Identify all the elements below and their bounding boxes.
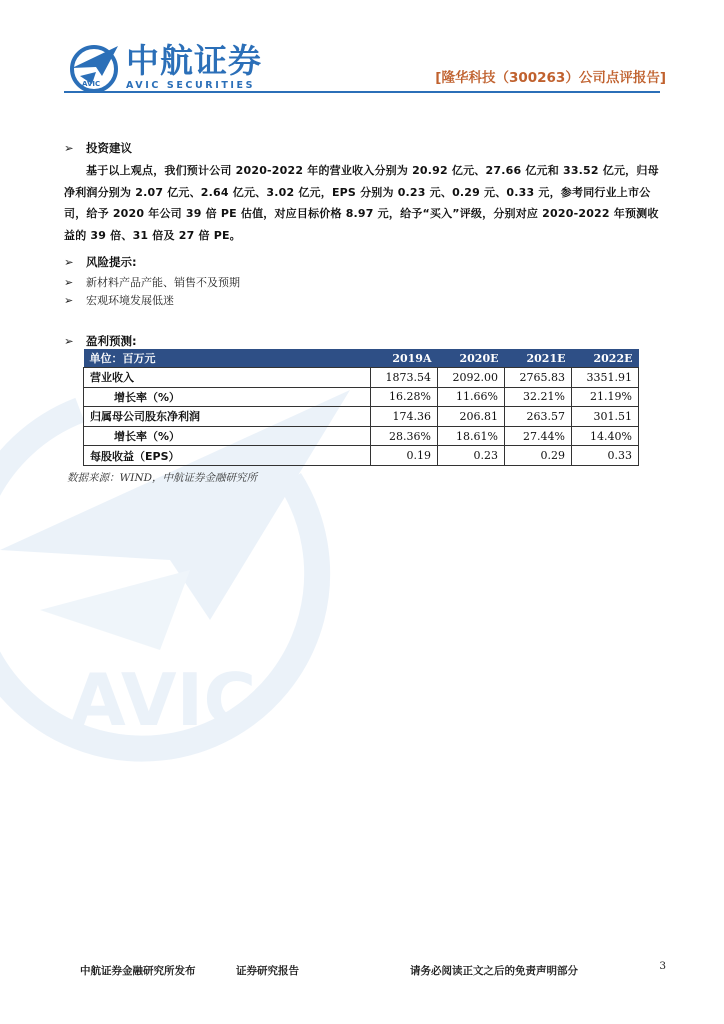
table-cell: 3351.91 — [572, 368, 639, 388]
row-label: 增长率（%） — [84, 387, 371, 407]
table-cell: 18.61% — [438, 426, 505, 446]
arrow-bullet-icon: ➢ — [64, 255, 74, 269]
investment-heading: ➢ 投资建议 — [64, 141, 132, 155]
column-header: 2019A — [371, 349, 438, 368]
risk-item: ➢ 新材料产品产能、销售不及预期 — [64, 276, 240, 289]
page-number: 3 — [659, 960, 666, 972]
table-cell: 1873.54 — [371, 368, 438, 388]
table-row — [84, 446, 639, 466]
column-header: 2022E — [572, 349, 639, 368]
table-cell: 206.81 — [438, 407, 505, 427]
risk-item: ➢ 宏观环境发展低迷 — [64, 294, 174, 307]
table-cell: 14.40% — [572, 426, 639, 446]
risk-heading: ➢ 风险提示: — [64, 255, 137, 269]
footer-publisher: 中航证券金融研究所发布 — [80, 965, 196, 977]
table-cell: 21.19% — [572, 387, 639, 407]
logo-chinese-name: 中航证券 — [126, 41, 262, 80]
column-header: 2021E — [505, 349, 572, 368]
row-label: 营业收入 — [84, 368, 371, 388]
arrow-bullet-icon: ➢ — [64, 276, 74, 289]
table-cell: 0.33 — [572, 446, 639, 466]
row-label: 归属母公司股东净利润 — [84, 407, 371, 427]
arrow-bullet-icon: ➢ — [64, 294, 74, 307]
forecast-heading: ➢ 盈利预测: — [64, 334, 137, 348]
table-row — [84, 387, 639, 407]
row-label: 每股收益（EPS） — [84, 446, 371, 466]
footer-report-type: 证券研究报告 — [236, 965, 299, 977]
watermark-text: AVIC — [70, 658, 257, 742]
report-title: [隆华科技（300263）公司点评报告] — [435, 70, 666, 86]
table-cell: 174.36 — [371, 407, 438, 427]
table-cell: 2765.83 — [505, 368, 572, 388]
forecast-table — [83, 349, 639, 466]
svg-text:AVIC: AVIC — [82, 80, 101, 88]
table-row — [84, 407, 639, 427]
table-cell: 28.36% — [371, 426, 438, 446]
table-cell: 301.51 — [572, 407, 639, 427]
header-divider — [64, 91, 660, 93]
table-cell: 32.21% — [505, 387, 572, 407]
column-header: 2020E — [438, 349, 505, 368]
table-row — [84, 368, 639, 388]
table-cell: 0.23 — [438, 446, 505, 466]
column-header: 单位：百万元 — [84, 349, 371, 368]
avic-logo-icon — [68, 42, 120, 94]
row-label: 增长率（%） — [84, 426, 371, 446]
arrow-bullet-icon: ➢ — [64, 334, 74, 348]
table-cell: 263.57 — [505, 407, 572, 427]
table-cell: 2092.00 — [438, 368, 505, 388]
arrow-bullet-icon: ➢ — [64, 141, 74, 155]
logo-english-name: AVIC SECURITIES — [126, 80, 256, 91]
table-header-row — [84, 349, 639, 368]
data-source-note: 数据来源：WIND，中航证券金融研究所 — [67, 472, 258, 484]
table-row — [84, 426, 639, 446]
table-cell: 27.44% — [505, 426, 572, 446]
table-cell: 11.66% — [438, 387, 505, 407]
table-cell: 16.28% — [371, 387, 438, 407]
table-cell: 0.29 — [505, 446, 572, 466]
footer-disclaimer: 请务必阅读正文之后的免责声明部分 — [410, 965, 578, 977]
table-cell: 0.19 — [371, 446, 438, 466]
investment-paragraph: 基于以上观点，我们预计公司 2020-2022 年的营业收入分别为 20.92 亿元、27.66 亿元和 33.52 亿元，归母净利润分别为 2.07 亿元、2.64 亿元、3.02 亿元，EPS 分别为 0.23 元、0.29 元、0.33 元，参考同行业上市公司，给予 2020 年公司 39 倍 PE 估值，对应目标价格 8.97 元，给予“买入”评级，分别对应 2020-2022 年预测收益的 39 倍、31 倍及 27 倍 PE。 — [64, 164, 659, 242]
